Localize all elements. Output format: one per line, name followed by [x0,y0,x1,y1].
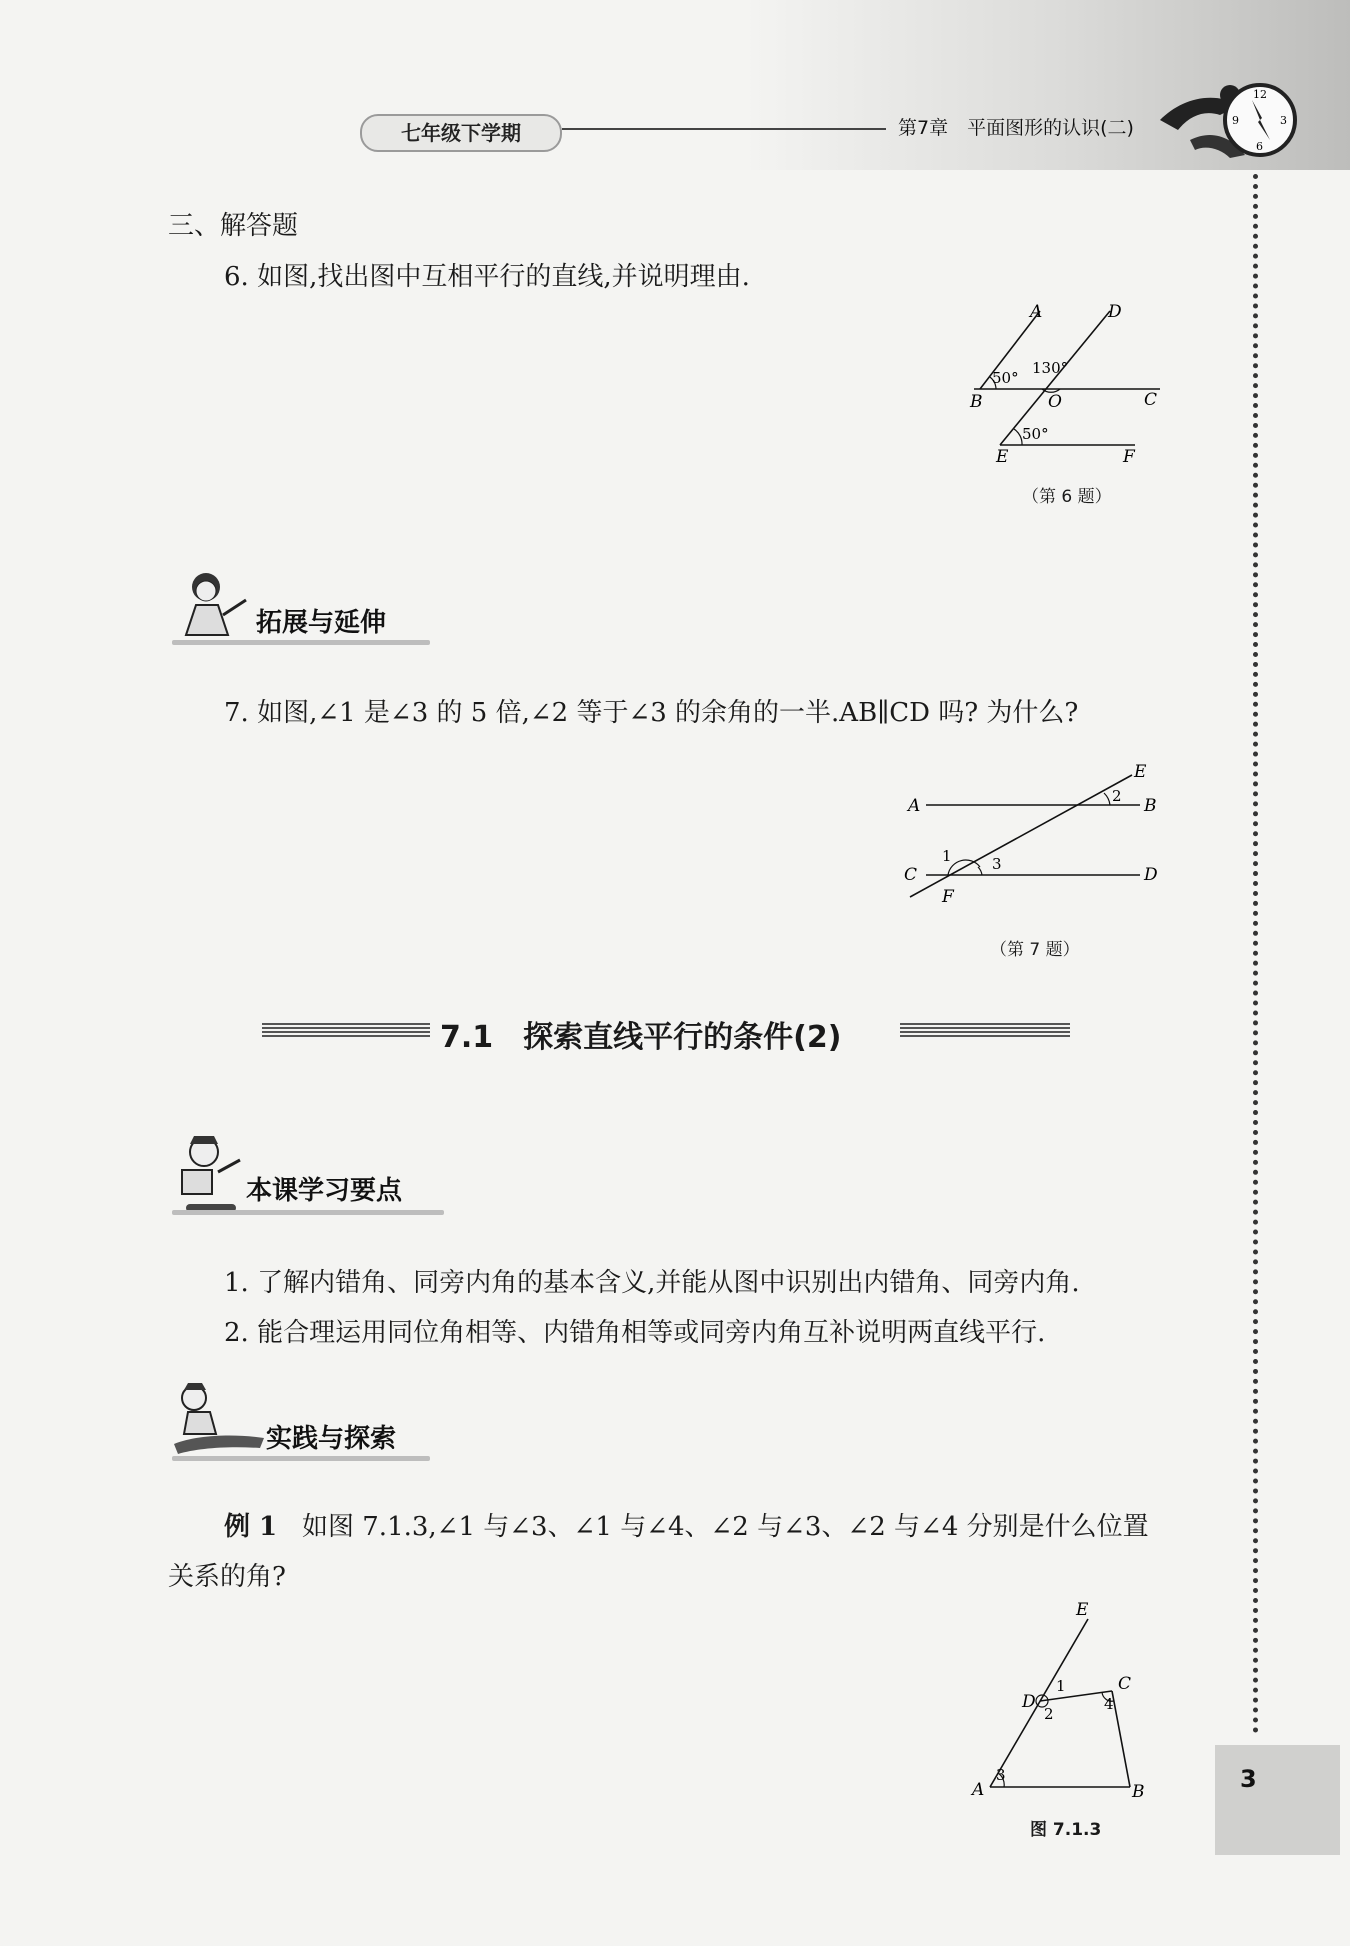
example-text-line1: 如图 7.1.3,∠1 与∠3、∠1 与∠4、∠2 与∠3、∠2 与∠4 分别是什么位置 [302,1512,1149,1542]
grade-label: 七年级下学期 [360,114,562,152]
svg-text:2: 2 [1112,787,1122,805]
svg-text:130°: 130° [1032,359,1069,377]
svg-text:B: B [1132,1782,1145,1802]
svg-text:3: 3 [992,855,1002,873]
svg-text:E: E [996,447,1009,467]
svg-text:D: D [1108,302,1122,322]
figure-6 [960,295,1180,475]
svg-text:F: F [1123,447,1135,467]
svg-text:E: E [1076,1600,1089,1620]
svg-text:1: 1 [1056,1677,1066,1695]
keypoint-1: 1. 了解内错角、同旁内角的基本含义,并能从图中识别出内错角、同旁内角. [224,1268,1080,1298]
svg-text:C: C [1144,390,1158,410]
svg-text:D: D [1022,1692,1036,1712]
dotted-margin-line [1253,174,1258,1734]
question-7: 7. 如图,∠1 是∠3 的 5 倍,∠2 等于∠3 的余角的一半.AB∥CD 吗? 为什么? [224,698,1079,728]
figure-7 [900,755,1170,915]
figure-7-1-3-caption: 图 7.1.3 [1030,1820,1102,1840]
keypoint-2: 2. 能合理运用同位角相等、内错角相等或同旁内角互补说明两直线平行. [224,1318,1046,1348]
svg-text:3: 3 [996,1766,1006,1784]
header-rule [562,128,886,130]
keypoints-banner-rule [172,1210,444,1215]
figure-6-caption: （第 6 题） [1022,487,1112,507]
page-number-tab [1215,1745,1340,1855]
question-6: 6. 如图,找出图中互相平行的直线,并说明理由. [224,262,750,292]
extend-banner-title: 拓展与延伸 [256,608,387,638]
compass-3: 3 [1280,114,1287,127]
example-label: 例 1 [224,1512,278,1542]
svg-text:F: F [942,887,954,907]
svg-text:2: 2 [1044,1705,1054,1723]
page-header-background [0,0,1350,170]
compass-9: 9 [1232,114,1239,127]
teacher-icon [168,565,248,650]
student-surfing-icon [168,1378,268,1463]
svg-text:50°: 50° [992,369,1019,387]
title-stripe-left [262,1023,430,1037]
svg-text:4: 4 [1104,1695,1114,1713]
svg-text:C: C [1118,1674,1132,1694]
example-text-line2: 关系的角? [168,1562,286,1592]
svg-text:D: D [1144,865,1158,885]
figure-7-1-3 [960,1595,1180,1810]
svg-text:E: E [1134,762,1147,782]
svg-text:1: 1 [942,847,952,865]
svg-text:A: A [908,796,921,816]
figure-7-caption: （第 7 题） [990,940,1080,960]
section-heading: 三、解答题 [168,211,299,241]
compass-6: 6 [1256,140,1263,153]
lesson-title: 7.1 探索直线平行的条件(2) [440,1020,842,1055]
chapter-title: 第7章 平面图形的认识(二) [898,117,1134,139]
svg-text:50°: 50° [1022,425,1049,443]
compass-runner-logo [1150,60,1300,180]
keypoints-banner-title: 本课学习要点 [246,1176,403,1206]
student-reading-icon [168,1130,258,1220]
svg-text:B: B [1144,796,1157,816]
svg-text:A: A [1030,302,1043,322]
extend-banner-rule [172,640,430,645]
svg-text:A: A [972,1780,985,1800]
practice-banner-title: 实践与探索 [266,1424,397,1454]
svg-text:C: C [904,865,918,885]
svg-text:B: B [970,392,983,412]
page-number: 3 [1240,1765,1257,1793]
svg-text:O: O [1048,392,1062,412]
practice-banner-rule [172,1456,430,1461]
compass-12: 12 [1253,88,1267,101]
title-stripe-right [900,1023,1070,1037]
